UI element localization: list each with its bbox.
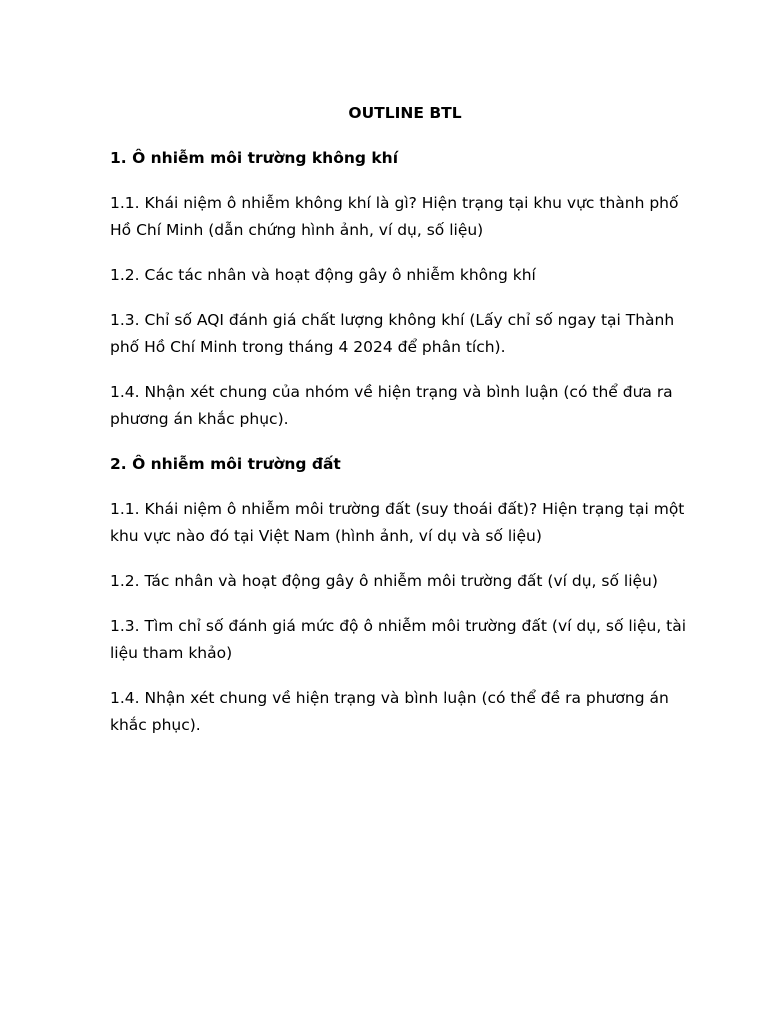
outline-item: 1.1. Khái niệm ô nhiễm môi trường đất (suy thoái đất)? Hiện trạng tại một khu vực nào đó tại Việt Nam (hình ảnh, ví dụ và số liệu) <box>110 500 685 545</box>
outline-item: 1.2. Các tác nhân và hoạt động gây ô nhiễm không khí <box>110 266 536 284</box>
section-air-pollution <box>110 145 700 433</box>
outline-item: 1.3. Tìm chỉ số đánh giá mức độ ô nhiễm môi trường đất (ví dụ, số liệu, tài liệu tham khảo) <box>110 617 687 662</box>
outline-item: 1.4. Nhận xét chung của nhóm về hiện trạng và bình luận (có thể đưa ra phương án khắc phục). <box>110 383 673 428</box>
section-heading: 1. Ô nhiễm môi trường không khí <box>110 149 399 167</box>
outline-item: 1.2. Tác nhân và hoạt động gây ô nhiễm môi trường đất (ví dụ, số liệu) <box>110 572 658 590</box>
document-body <box>110 100 700 757</box>
section-soil-pollution <box>110 451 700 739</box>
document-title: OUTLINE BTL <box>348 104 462 122</box>
outline-item: 1.4. Nhận xét chung về hiện trạng và bình luận (có thể đề ra phương án khắc phục). <box>110 689 669 734</box>
outline-item: 1.1. Khái niệm ô nhiễm không khí là gì? Hiện trạng tại khu vực thành phố Hồ Chí Minh (dẫn chứng hình ảnh, ví dụ, số liệu) <box>110 194 679 239</box>
outline-item: 1.3. Chỉ số AQI đánh giá chất lượng không khí (Lấy chỉ số ngay tại Thành phố Hồ Chí Minh trong tháng 4 2024 để phân tích). <box>110 311 675 356</box>
section-heading: 2. Ô nhiễm môi trường đất <box>110 455 341 473</box>
